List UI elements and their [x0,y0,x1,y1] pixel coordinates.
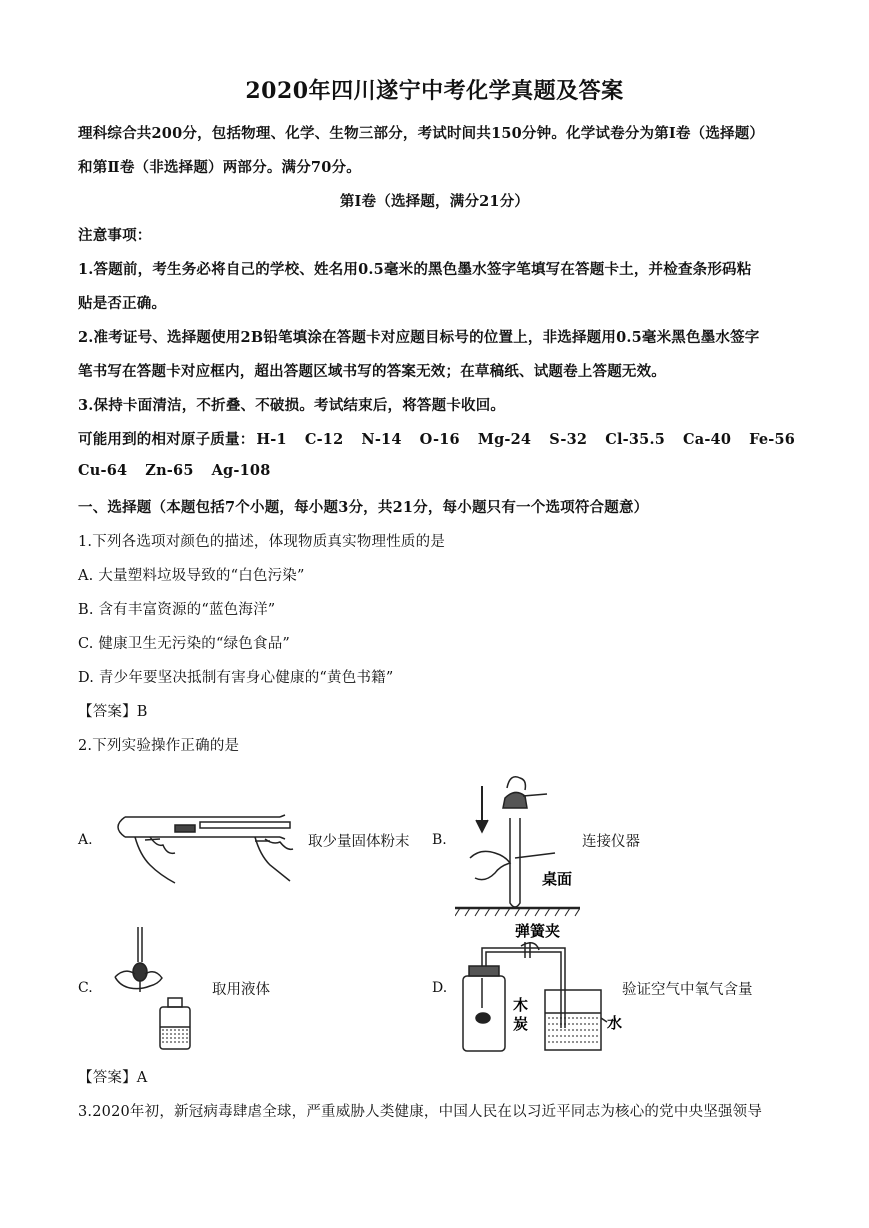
atomic-mass-row-1 [78,428,813,449]
q1-option-b: B. 含有丰富资源的“蓝色海洋” [78,602,276,618]
intro-line-2: 和第Ⅱ卷（非选择题）两部分。满分70分。 [78,159,361,176]
section-heading: 第Ⅰ卷（选择题，满分21分） [339,193,530,210]
notice-line: 笔书写在答题卡对应框内，超出答题区域书写的答案无效；在草稿纸、试题卷上答题无效。 [78,363,666,380]
figure-dropper-liquid [110,922,200,1054]
intro-line-1: 理科综合共200分，包括物理、化学、生物三部分，考试时间共150分钟。化学试卷分为第Ⅰ卷（选择题） [78,125,765,142]
atomic-mass: S-32 [549,431,588,448]
atomic-mass: H-1 [256,431,287,448]
charcoal-label-1: 木 [513,997,529,1014]
q2-option-d-text: 验证空气中氧气含量 [622,982,753,998]
q2-option-d-letter: D. [432,980,448,996]
question-3-stem: 3.2020年初，新冠病毒肆虐全球，严重威胁人类健康，中国人民在以习近平同志为核心的党中央坚强领导 [78,1104,763,1120]
q1-answer: 【答案】B [78,704,148,720]
atomic-mass: Cu-64 [78,462,128,479]
atomic-mass: Fe-56 [749,431,796,448]
atomic-mass: Ag-108 [211,462,271,479]
question-2-stem: 2.下列实验操作正确的是 [78,738,240,754]
atomic-mass: N-14 [361,431,402,448]
atomic-mass-label: 可能用到的相对原子质量： [78,431,255,448]
q2-option-b-text: 连接仪器 [582,834,640,850]
q1-option-d: D. 青少年要坚决抵制有害身心健康的“黄色书籍” [78,670,394,686]
q1-option-a: A. 大量塑料垃圾导致的“白色污染” [78,568,305,584]
atomic-mass: Cl-35.5 [605,431,665,448]
page-title: 2020年四川遂宁中考化学真题及答案 [245,78,624,104]
q1-option-c: C. 健康卫生无污染的“绿色食品” [78,636,291,652]
notice-line: 贴是否正确。 [78,295,167,312]
figure-test-tube-powder [105,795,300,890]
atomic-mass: O-16 [419,431,460,448]
figure-connect-apparatus [455,768,580,918]
part-heading: 一、选择题（本题包括7个小题，每小题3分，共21分，每小题只有一个选项符合题意） [78,499,649,516]
desk-label: 桌面 [542,871,573,888]
question-1-stem: 1.下列各选项对颜色的描述，体现物质真实物理性质的是 [78,534,446,550]
notice-heading: 注意事项： [78,227,152,244]
atomic-mass: Ca-40 [683,431,732,448]
spring-clip-label: 弹簧夹 [515,923,561,940]
water-label: 水 [607,1015,623,1032]
notice-line: 3.保持卡面清洁，不折叠、不破损。考试结束后，将答题卡收回。 [78,397,506,414]
q2-option-a-letter: A. [78,832,93,848]
q2-option-a-text: 取少量固体粉末 [308,834,410,850]
q2-option-b-letter: B. [432,832,447,848]
charcoal-label-2: 炭 [513,1016,529,1033]
notice-line: 1.答题前，考生务必将自己的学校、姓名用0.5毫米的黑色墨水签字笔填写在答题卡土，并检查条形码粘 [78,261,752,278]
atomic-mass: Zn-65 [145,462,194,479]
q2-answer: 【答案】A [78,1070,148,1086]
atomic-mass-row-2 [78,462,288,479]
q2-option-c-text: 取用液体 [212,982,270,998]
atomic-mass: Mg-24 [477,431,532,448]
atomic-mass: C-12 [304,431,344,448]
notice-line: 2.准考证号、选择题使用2B铅笔填涂在答题卡对应题目标号的位置上，非选择题用0.5毫米黑色墨水签字 [78,329,760,346]
q2-option-c-letter: C. [78,980,93,996]
figure-oxygen-experiment [455,918,625,1058]
